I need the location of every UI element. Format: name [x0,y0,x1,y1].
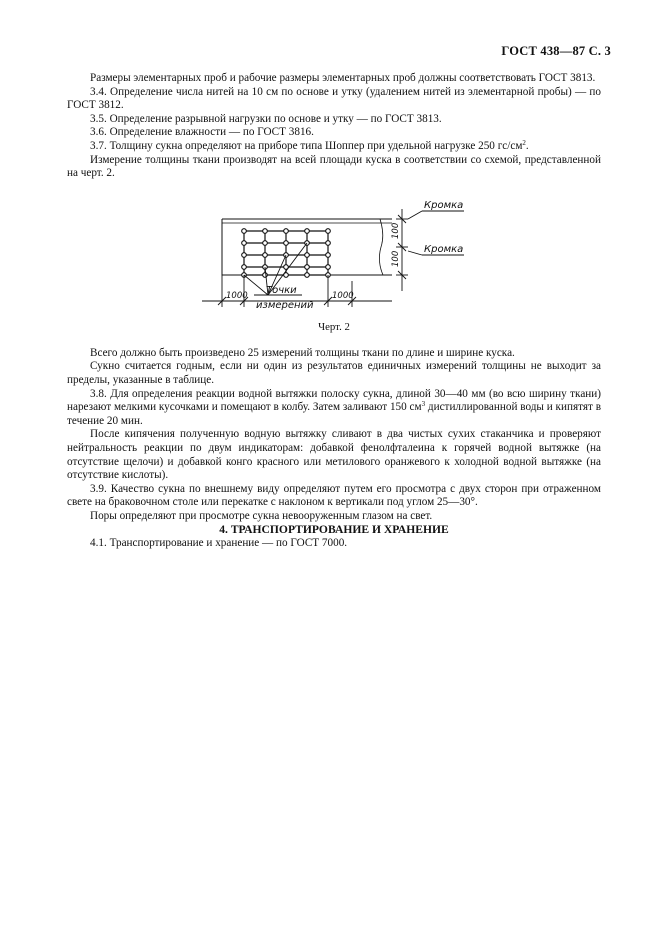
label-points-line2: измерений [256,299,314,311]
measurement-scheme-diagram [202,195,472,321]
dim-vertical-1: 100 [391,222,401,239]
paragraph-3-4: 3.4. Определение числа нитей на 10 см по основе и утку (удалением нитей из элементарной пробы) — по ГОСТ 3812. [67,85,601,112]
measurement-point [242,240,247,245]
measurement-point [305,228,310,233]
paragraph-3-7: 3.7. Толщину сукна определяют на приборе типа Шоппер при удельной нагрузке 250 $гс/см^2$. [90,138,529,152]
paragraph-3-8-indicators: После кипячения полученную водную вытяжку сливают в два чистых сухих стаканчика и проверяют нейтральность реакции по двум индикаторам: добавкой фенолфталеина к горячей водной вытяжке (на отсутствие щелочи) и добавкой конго красного или метилового оранжевого к холодной водной вытяжке (на отсутствие кислоты). [67,428,601,482]
paragraph-3-8: 3.8. Для определения реакции водной вытяжки полоску сукна, длиной 30—40 мм (во всю ширину ткани) нарезают мелкими кусочками и помещают в колбу. Затем заливают 150 $см^3$ дистиллированной воды и кипятят в течение 20 мин. [67,387,601,427]
measurement-point [305,264,310,269]
page-header: ГОСТ 438—87 С. 3 [501,44,611,58]
paragraph-3-5: 3.5. Определение разрывной нагрузки по основе и утку — по ГОСТ 3813. [90,112,442,125]
dim-left-1000: 1000 [226,290,248,301]
paragraph-total-measurements: Всего должно быть произведено 25 измерений толщины ткани по длине и ширине куска. [90,346,515,359]
measurement-point [326,240,331,245]
measurement-point [263,252,268,257]
measurement-point [284,240,289,245]
paragraph-acceptance: Сукно считается годным, если ни один из результатов единичных измерений толщины не выходит за пределы, указанные в таблице. [67,360,601,386]
dim-vertical-2: 100 [391,250,401,267]
label-edge-bottom: Кромка [424,243,464,255]
figure-2 [67,187,601,347]
label-points-line1: Точки [266,284,297,296]
figure-caption: Черт. 2 [318,320,350,333]
paragraph-sample-sizes: Размеры элементарных проб и рабочие размеры элементарных проб должны соответствовать ГОСТ 3813. [90,72,596,84]
measurement-point [305,272,310,277]
measurement-point [242,264,247,269]
paragraph-3-9-pores: Поры определяют при просмотре сукна невооруженным глазом на свет. [90,509,433,522]
dim-right-1000: 1000 [332,290,354,301]
measurement-point [242,228,247,233]
measurement-point [284,228,289,233]
measurement-point [326,252,331,257]
measurement-point [263,272,268,277]
measurement-point [263,228,268,233]
paragraph-3-9: 3.9. Качество сукна по внешнему виду определяют путем его просмотра с двух сторон при отраженном свете на браковочном столе или перекатке с наклоном к вертикали под углом 25—30°. [67,482,601,509]
section-4-title: 4. ТРАНСПОРТИРОВАНИЕ И ХРАНЕНИЕ [219,523,449,537]
document-body [67,72,601,551]
measurement-point [326,264,331,269]
paragraph-3-6: 3.6. Определение влажности — по ГОСТ 3816. [90,126,314,139]
measurement-point [326,228,331,233]
paragraph-3-7-measurement: Измерение толщины ткани производят на всей площади куска в соответствии со схемой, представленной на черт. 2. [67,153,601,180]
label-edge-top: Кромка [424,199,464,211]
measurement-point [263,240,268,245]
measurement-point [242,252,247,257]
paragraph-4-1: 4.1. Транспортирование и хранение — по ГОСТ 7000. [90,537,348,550]
measurement-point [305,252,310,257]
